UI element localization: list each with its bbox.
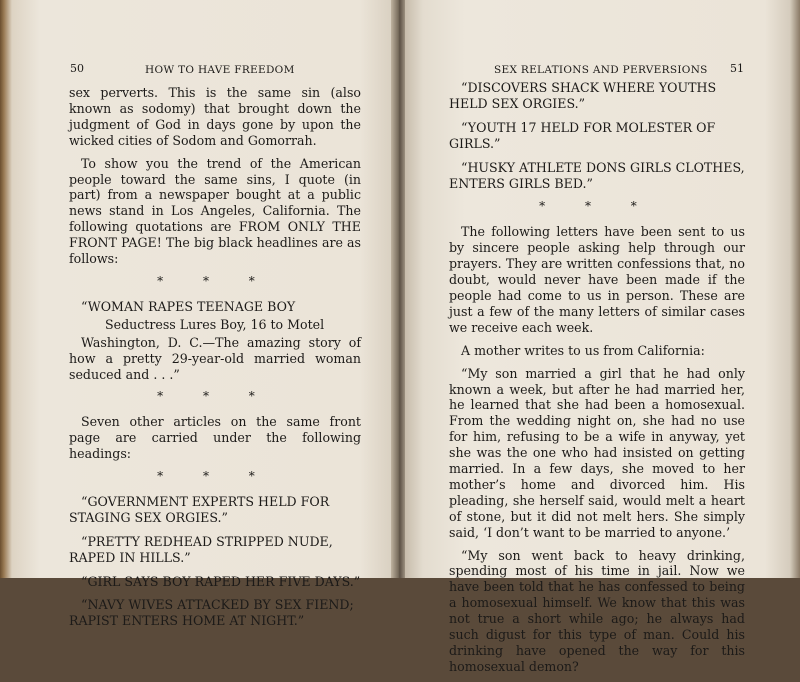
page-number-right: 51 [730,62,744,75]
headline-quote: “DISCOVERS SHACK WHERE YOUTHS HELD SEX ORGIES.” [449,80,717,111]
paragraph: A mother writes to us from California: [461,342,705,358]
headline-quote: “PRETTY REDHEAD STRIPPED NUDE, RAPED IN HILLS.” [69,533,333,565]
paragraph: sex perverts. This is the same sin (also known as sodomy) that brought down the judgment of God in days gone by upon the wicked cities of Sodom and Gomorrah. [69,85,361,148]
headline-quote: “GIRL SAYS BOY RAPED HER FIVE DAYS.” [81,573,361,589]
dateline-paragraph: Washington, D. C.—The amazing story of how a pretty 29-year-old married woman seduced and . . .” [69,334,361,382]
paragraph: Seven other articles on the same front page are carried under the following headings: [69,414,361,462]
letter-paragraph: “My son married a girl that he had only known a week, but after he had married her, he learned that she had been a homosexual. From the wedding night on, she had no use for him, refusing to be a wife in anyway, yet she was the one who had insisted on getting married. In a few days, she moved to her mother’s home and divorced him. His pleading, she herself said, would melt a heart of stone, but it did not melt hers. She simply said, ‘I don’t want to be married to anyone.’ [449,365,745,540]
headline-quote: “YOUTH 17 HELD FOR MOLESTER OF GIRLS.” [449,119,716,151]
section-break: * * * [157,469,273,484]
paragraph: The following letters have been sent to us by sincere people asking help through our prayers. They are written confessions that, no doubt, would never have been made if the people had come to us in person. These are just a few of the many letters of similar cases we receive each week. [449,224,745,335]
headline-quote: “HUSKY ATHLETE DONS GIRLS CLOTHES, ENTERS GIRLS BED.” [449,159,745,191]
headline-quote: “GOVERNMENT EXPERTS HELD FOR STAGING SEX ORGIES.” [69,493,330,525]
section-break: * * * [539,199,655,214]
letter-paragraph: “My son went back to heavy drinking, spending most of his time in jail. Now we have been told that he has confessed to being a homosexual himself. We know that this was not true a short while ago; he always had such digust for this type of man. Could his drinking have opened the way for this homosexual demon? [449,547,745,674]
section-break: * * * [157,273,273,288]
running-head-right: SEX RELATIONS AND PERVERSIONS [494,64,708,76]
quoted-headline: “WOMAN RAPES TEENAGE BOY [81,298,296,314]
right-page [405,0,800,674]
quoted-subheadline: Seductress Lures Boy, 16 to Motel [105,316,325,332]
section-break: * * * [157,389,273,404]
paragraph: To show you the trend of the American people toward the same sins, I quote (in part) from a newspaper bought at a public news stand in Los Angeles, California. The following quotations are FROM ONLY THE FRONT PAGE! The big black headlines are as follows: [69,155,361,267]
page-number-left: 50 [70,62,84,75]
right-page-body [449,80,745,682]
left-page-body [69,85,361,637]
left-page [0,0,398,629]
running-head-left: HOW TO HAVE FREEDOM [145,64,295,76]
headline-quote: “NAVY WIVES ATTACKED BY SEX FIEND; RAPIST ENTERS HOME AT NIGHT.” [69,597,354,629]
